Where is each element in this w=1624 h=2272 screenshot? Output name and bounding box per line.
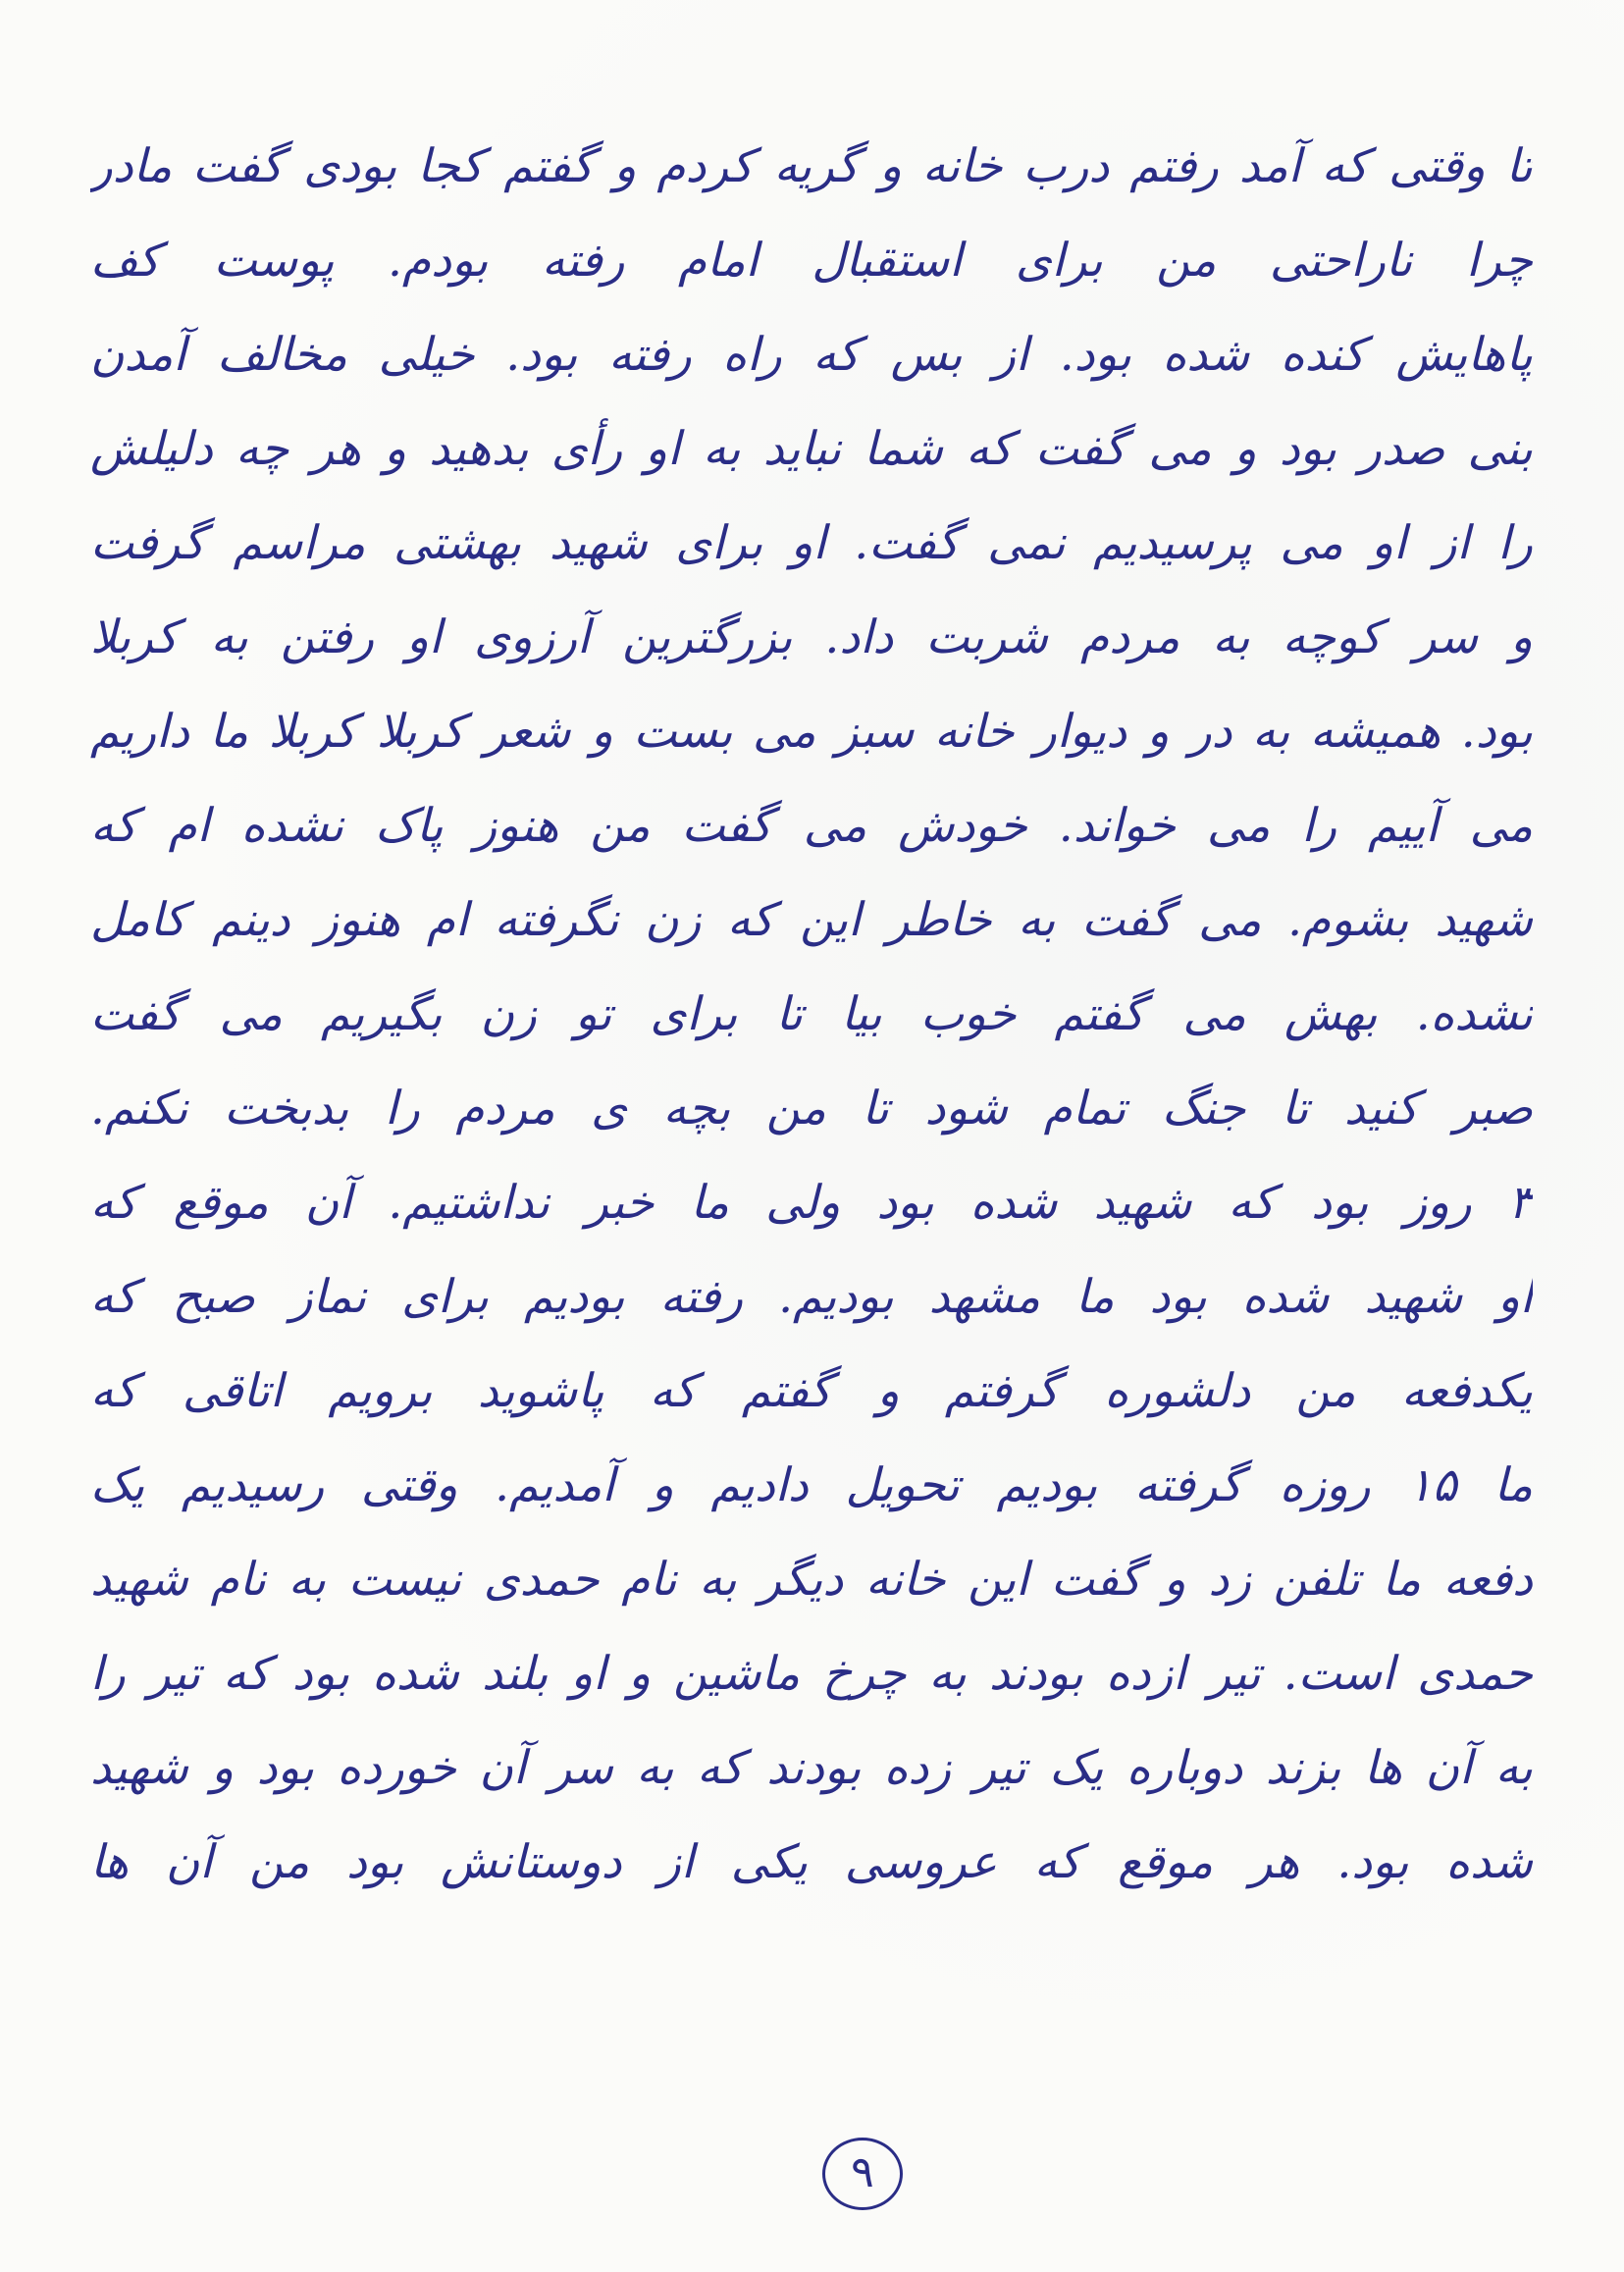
text-line: چرا ناراحتی من برای استقبال امام رفته بودم. پوست کف (90, 234, 1533, 288)
text-line: بنی صدر بود و می گفت که شما نباید به او رأی بدهید و هر چه دلیلش (90, 422, 1533, 476)
handwritten-text-block (90, 120, 1533, 1910)
text-line: حمدی است. تیر ازده بودند به چرخ ماشین و او بلند شده بود که تیر را (90, 1647, 1533, 1701)
text-line: می آییم را می خواند. خودش می گفت من هنوز پاک نشده ام که (90, 799, 1533, 853)
text-line: نشده. بهش می گفتم خوب بیا تا برای تو زن بگیریم می گفت (90, 987, 1533, 1041)
text-line: دفعه ما تلفن زد و گفت این خانه دیگر به نام حمدی نیست به نام شهید (90, 1553, 1533, 1607)
text-line: صبر کنید تا جنگ تمام شود تا من بچه ی مردم را بدبخت نکنم. (90, 1082, 1533, 1136)
text-line: او شهید شده بود ما مشهد بودیم. رفته بودیم برای نماز صبح که (90, 1270, 1533, 1324)
text-line: بود. همیشه به در و دیوار خانه سبز می بست و شعر کربلا کربلا ما داریم (90, 705, 1533, 759)
page-number: ۹ (822, 2138, 903, 2210)
text-line: به آن ها بزند دوباره یک تیر زده بودند که به سر آن خورده بود و شهید (90, 1741, 1533, 1795)
text-line: ۳ روز بود که شهید شده بود ولی ما خبر نداشتیم. آن موقع که (90, 1176, 1533, 1230)
text-line: پاهایش کنده شده بود. از بس که راه رفته بود. خیلی مخالف آمدن (90, 328, 1533, 382)
text-line: شده بود. هر موقع که عروسی یکی از دوستانش بود من آن ها (90, 1835, 1533, 1889)
text-line: ما ۱۵ روزه گرفته بودیم تحویل دادیم و آمدیم. وقتی رسیدیم یک (90, 1458, 1533, 1512)
text-line: را از او می پرسیدیم نمی گفت. او برای شهید بهشتی مراسم گرفت (90, 516, 1533, 570)
text-line: شهید بشوم. می گفت به خاطر این که زن نگرفته ام هنوز دینم کامل (90, 893, 1533, 947)
text-line: تا وقتی که آمد رفتم درب خانه و گریه کردم و گفتم کجا بودی گفت مادر (90, 139, 1533, 193)
text-line: و سر کوچه به مردم شربت داد. بزرگترین آرزوی او رفتن به کربلا (90, 610, 1533, 664)
text-line: یکدفعه من دلشوره گرفتم و گفتم که پاشوید برویم اتاقی که (90, 1364, 1533, 1418)
